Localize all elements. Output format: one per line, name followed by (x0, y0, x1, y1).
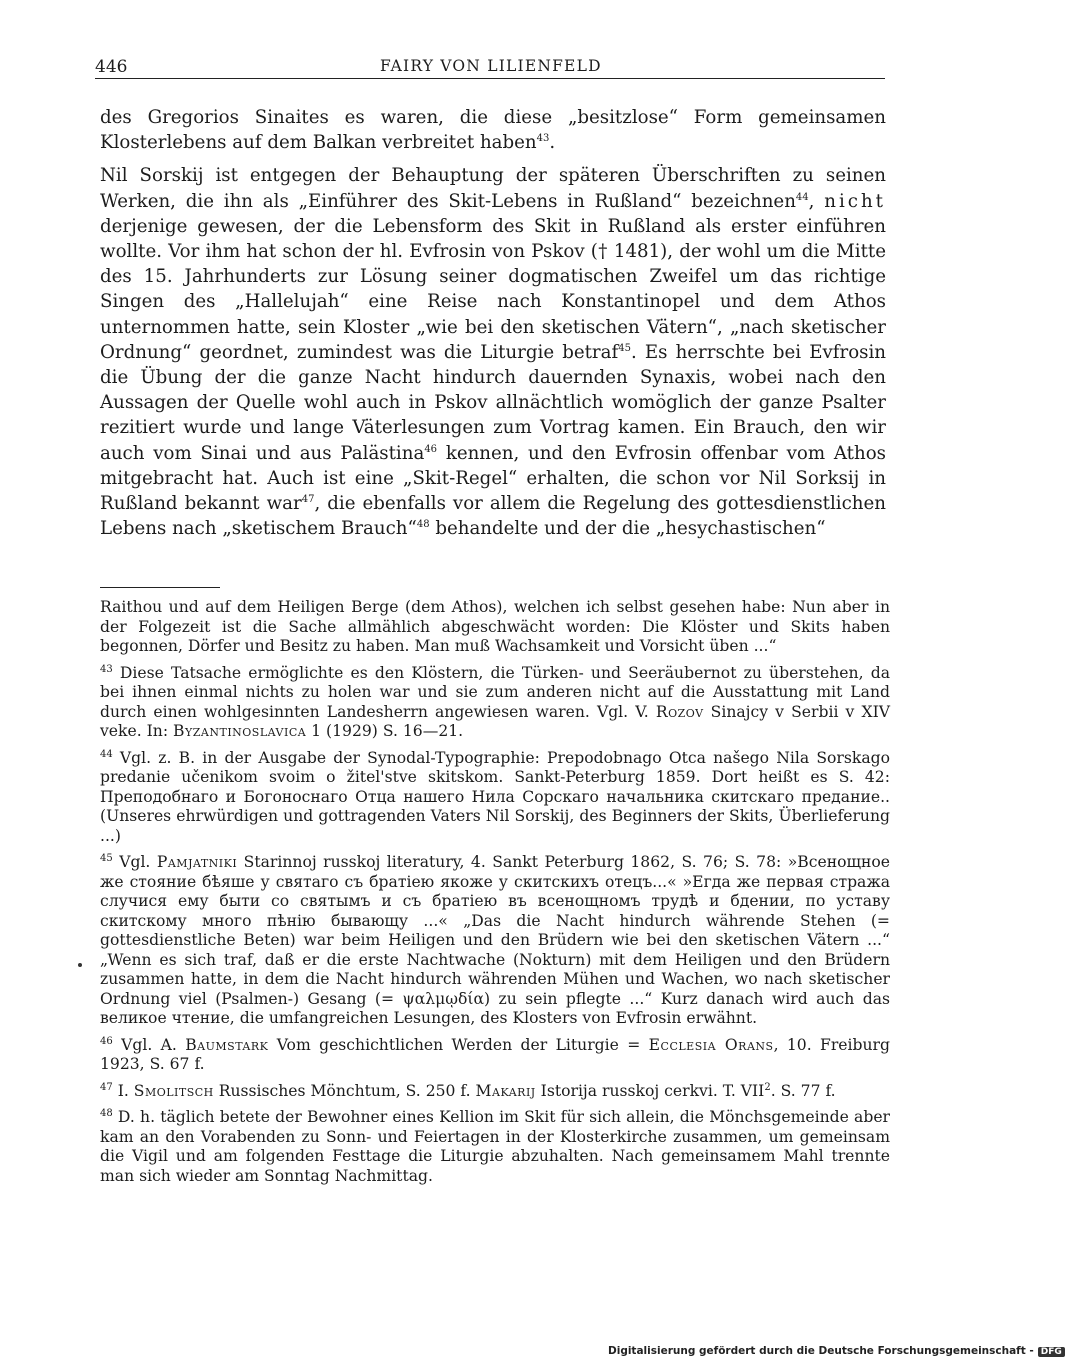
paragraph-1-text: des Gregorios Sinaites es waren, die diese „besitzlose“ Form gemeinsamen Klosterlebens auf dem Balkan verbreitet haben (100, 107, 886, 154)
footer-text: Digitalisierung gefördert durch die Deutsche Forschungsgemeinschaft - (608, 1345, 1034, 1357)
footnote-ref-48: 48 (416, 519, 430, 531)
footnote-number: 46 (100, 1035, 113, 1047)
footnote-text: Vgl. A. (112, 1035, 186, 1054)
scan-speck (78, 963, 82, 967)
paragraph-2-text: . Es herrschte bei Evfrosin die Übung der die ganze Nacht hindurch dauernden Synaxis, wobei nach den Aussagen der Quelle wohl auch in Pskov allnächtlich womöglich der ganze Psalter rezitiert wurde und lange Väterlesungen zum Vortrag kamen. Ein Brauch, den wir auch vom Sinai und aus Palästina (100, 341, 887, 464)
footnote-43 (100, 664, 890, 742)
footnote-text: Vom geschichtlichen Werden der Liturgie = (268, 1035, 649, 1054)
footnote-text: Starinnoj russkoj literatury, 4. Sankt Peterburg 1862, S. 76; S. 78: »Всенощное же стояние бѣяше у святаго съ братiею якоже у скитскихъ отецъ...« »Егда же первая стража случися ему быти со святымъ и съ братiею въ всенощномъ трудѣ и бдении, по уставу скитскому много пѣнiю бывающу ...« „Das die Nacht hindurch währende Stehen (= gottesdienstliche Beten) war beim Heiligen und den Brüdern wie bei den sketischen Vätern ...“ „Wenn es sich traf, daß er die erste Nachtwache (Nokturn) mit dem Heiligen und den Brüdern zusammen hatte, in dem die Nacht hindurch währenden Mühen und Wachen, wo nach sketischer Ordnung viel (Psalmen-) Gesang (= ψαλμῳδία) zu sein pflegte ...“ Kurz danach wird auch das великое чтение, die umfangreichen Lesungen, des Klosters von Evfrosin erwähnt. (100, 853, 890, 1027)
paragraph-2-text: , die ebenfalls vor allem die Regelung des gottesdienstlichen Lebens nach „sketischem Brauch“ (100, 493, 886, 540)
paragraph-2-text: behandelte und der die „hesychastischen“ (429, 518, 826, 540)
footnote-ref-46: 46 (424, 443, 438, 455)
footnote-text: Vgl. z. B. in der Ausgabe der Synodal-Typographie: Prepodobnago Otca našego Nila Sorskago predanie učenikom svoim o žitel'stve skitskom. Sankt-Peterburg 1859. Dort heißt es S. 42: Преподобнаго и Богоноснаго Отца нашего Нила Сорскаго начальника скитскаго предание.. (Unseres ehrwürdigen und gottragenden Vaters Nil Sorskij, des Beginners der Skits, Überlieferung ...) (100, 748, 890, 845)
paragraph-2-text: , (808, 190, 815, 212)
footnote-45 (100, 853, 890, 1029)
author-name: Baumstark (185, 1035, 269, 1054)
paragraph-1 (100, 105, 886, 155)
footnote-rule (100, 587, 220, 588)
footnote-number: 44 (100, 748, 113, 760)
footnotes (100, 598, 890, 1186)
footnote-number: 45 (100, 852, 113, 864)
footnote-text: Russisches Mönchtum, S. 250 f. (213, 1081, 476, 1100)
footnote-ref-45: 45 (618, 342, 631, 354)
footnote-text: Diese Tatsache ermöglichte es den Klöstern, die Türken- und Seeräubernot zu überstehen, da bei ihnen einmal nichts zu holen war und sie zum anderen nicht auf die Ausstattung mit Land durch einen wohlgesinnten Landesherrn angewiesen waren. Vgl. V. (100, 663, 890, 721)
footnote-ref-43: 43 (536, 133, 550, 145)
page-number: 446 (95, 57, 128, 77)
dfg-logo: DFG (1038, 1347, 1065, 1357)
digitization-footer (608, 1345, 1065, 1357)
author-name: Smolitsch (133, 1081, 214, 1100)
header-rule (95, 78, 885, 79)
footnote-text: . S. 77 f. (770, 1081, 836, 1100)
emphasis-spaced: nicht (824, 190, 886, 212)
footnote-text: Istorija russkoj cerkvi. T. VII (535, 1081, 765, 1100)
footnote-44 (100, 749, 890, 847)
body-text (100, 105, 886, 541)
journal-name: Byzantinoslavica (173, 722, 307, 740)
footnote-text: Sinajcy v Serbii v XIV veke. In: (100, 702, 890, 740)
paragraph-2-text: derjenige gewesen, der die Lebensform des Skit in Rußland als erster einführen wollte. Vor ihm hat schon der hl. Evfrosin von Pskov († 1481), der wohl um die Mitte des 15. Jahrhunderts zur Lösung seiner dogmatischen Zweifel um das richtige Singen des „Hallelujah“ eine Reise nach Konstantinopel und dem Athos unternommen hatte, sein Kloster „wie bei den sketischen Vätern“, „nach sketischer Ordnung“ geordnet, zumindest was die Liturgie betraf (100, 215, 886, 363)
running-title: FAIRY VON LILIENFELD (380, 57, 602, 75)
series-name: Ecclesia Orans (648, 1035, 774, 1054)
paragraph-1-end: . (549, 132, 556, 154)
source-title: Pamjatniki (156, 853, 238, 871)
footnote-number: 43 (100, 663, 113, 675)
author-name: Makarij (475, 1081, 536, 1100)
paragraph-2-text: Nil Sorskij ist entgegen der Behauptung der späteren Überschriften zu seinen Werken, die ihn als „Einführer des Skit-Lebens in Rußland“ bezeichnen (100, 165, 886, 212)
footnote-continued: Raithou und auf dem Heiligen Berge (dem Athos), welchen ich selbst gesehen habe: Nun aber in der Folgezeit ist die Sache allmählich abgeschwächt worden: Die Klöster und Skits haben begonnen, Dörfer und Besitz zu haben. Man muß Wachsamkeit und Vorsicht üben ...“ (100, 598, 890, 655)
footnote-48 (100, 1108, 890, 1186)
footnote-text: 1 (1929) S. 16—21. (306, 722, 464, 740)
paragraph-2 (100, 163, 886, 541)
edition-superscript: 2 (764, 1081, 771, 1093)
footnote-ref-44: 44 (795, 191, 809, 203)
footnote-text: I. (112, 1081, 134, 1100)
footnote-46 (100, 1036, 890, 1075)
footnote-ref-47: 47 (301, 493, 315, 505)
footnote-text: , 10. Freiburg 1923, S. 67 f. (100, 1035, 890, 1073)
footnote-47 (100, 1082, 890, 1102)
footnote-text: Vgl. (112, 853, 157, 871)
footnote-text: D. h. täglich betete der Bewohner eines Kellion im Skit für sich allein, die Mönchsgemeinde aber kam an den Vorabenden zu Sonn- und Feiertagen in der Klosterkirche zusammen, um gemeinsam die Vigil und am folgenden Festtage die Liturgie abzuhalten. Nach gemeinsamem Mahl trennte man sich wieder am Sonntag Nachmittag. (100, 1108, 890, 1185)
author-name: Rozov (655, 702, 704, 721)
paragraph-2-text: kennen, und den Evfrosin offenbar vom Athos mitgebracht hat. Auch ist eine „Skit-Regel“ erhalten, die schon vor Nil Sorksij in Rußland bekannt war (100, 442, 886, 515)
footnote-number: 47 (100, 1081, 113, 1093)
footnote-number: 48 (100, 1107, 113, 1119)
